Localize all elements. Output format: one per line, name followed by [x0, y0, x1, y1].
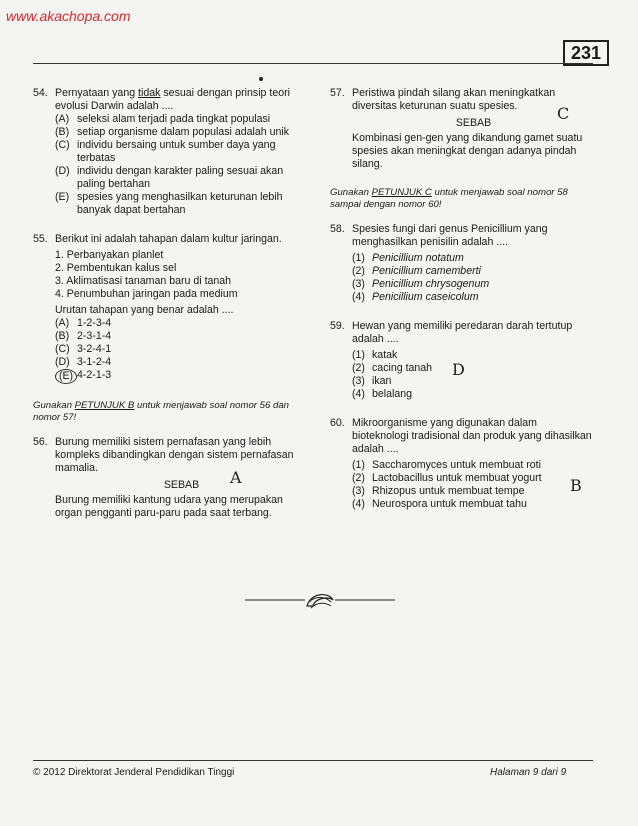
- option-text: 4-2-1-3: [77, 369, 112, 381]
- question-text: Peristiwa pindah silang akan meningkatkan diversitas keturunan suatu spesies.: [352, 87, 556, 112]
- question-text: Hewan yang memiliki peredaran darah tertutup adalah ....: [352, 320, 573, 345]
- question-number: 55.: [33, 233, 48, 245]
- option-label: (2): [352, 362, 365, 374]
- option-text: Penicillium caseicolum: [372, 291, 479, 303]
- step-list: [55, 249, 308, 301]
- instruction-link: PETUNJUK B: [74, 400, 135, 411]
- option-text: Penicillium chrysogenum: [372, 278, 490, 290]
- top-divider: [33, 63, 593, 64]
- option-label: (A): [55, 317, 70, 329]
- option-2[interactable]: [352, 360, 595, 379]
- option-label-circled: (E): [55, 369, 77, 384]
- question-number: 58.: [330, 223, 345, 235]
- option-text: Rhizopus untuk membuat tempe: [372, 485, 525, 497]
- handwritten-answer: B: [570, 476, 582, 495]
- right-column: [330, 87, 595, 511]
- sebab-label: SEBAB: [163, 479, 200, 491]
- option-b[interactable]: [55, 126, 308, 139]
- option-4[interactable]: [352, 291, 595, 304]
- option-a[interactable]: [55, 113, 308, 126]
- step-item: 3. Aklimatisasi tanaman baru di tanah: [55, 275, 232, 287]
- instruction-pre: Gunakan: [33, 400, 75, 411]
- option-list: [352, 252, 595, 304]
- option-label: (4): [352, 388, 365, 400]
- question-number: 57.: [330, 87, 345, 99]
- option-3[interactable]: [352, 375, 595, 388]
- option-text: Lactobacillus untuk membuat yogurt: [372, 472, 542, 484]
- option-label: (D): [55, 165, 70, 177]
- option-list: [55, 317, 308, 384]
- option-text: Penicillium camemberti: [372, 265, 481, 277]
- option-label: (B): [55, 330, 70, 342]
- option-text: Neurospora untuk membuat tahu: [372, 498, 527, 510]
- instruction-petunjuk-c: [330, 187, 595, 211]
- footer-page-count: Halaman 9 dari 9: [490, 767, 567, 778]
- question-text-pre: Pernyataan yang: [55, 87, 139, 99]
- instruction-post: untuk menjawab soal nomor 56 dan nomor 57!: [33, 400, 289, 423]
- option-label: (3): [352, 485, 365, 497]
- instruction-link: PETUNJUK C: [371, 187, 432, 198]
- question-58: [330, 223, 595, 304]
- handwritten-answer: D: [452, 360, 465, 379]
- question-55: [33, 233, 308, 384]
- question-57: [330, 87, 595, 171]
- reason-text: Kombinasi gen-gen yang dikandung gamet suatu spesies akan meningkat dengan adanya pindah silang.: [352, 132, 583, 170]
- option-label: (3): [352, 375, 365, 387]
- option-label: (C): [55, 343, 70, 355]
- option-label: (4): [352, 291, 365, 303]
- option-label: (E): [55, 191, 70, 203]
- question-text: Burung memiliki sistem pernafasan yang lebih kompleks dibandingkan dengan sistem pernafasan mamalia.: [55, 436, 294, 474]
- option-list: [352, 459, 595, 511]
- option-text: 2-3-1-4: [77, 330, 112, 342]
- option-text: cacing tanah: [372, 362, 433, 374]
- option-label: (2): [352, 265, 365, 277]
- question-54: [33, 87, 308, 217]
- question-56: [33, 436, 308, 520]
- question-text: [55, 87, 308, 113]
- question-number: 56.: [33, 436, 48, 448]
- question-text-post: sesuai dengan prinsip teori evolusi Darwin adalah ....: [55, 87, 290, 112]
- option-list: [55, 113, 308, 217]
- option-2[interactable]: [352, 265, 595, 278]
- page-number-box: 231: [563, 40, 609, 66]
- option-1[interactable]: [352, 349, 595, 362]
- option-text: setiap organisme dalam populasi adalah unik: [77, 126, 290, 138]
- option-d[interactable]: [55, 165, 308, 191]
- option-text: Penicillium notatum: [372, 252, 464, 264]
- option-3[interactable]: [352, 278, 595, 291]
- dot-mark: [259, 77, 263, 81]
- instruction-petunjuk-b: [33, 400, 308, 424]
- option-label: (2): [352, 472, 365, 484]
- option-a[interactable]: [55, 317, 308, 330]
- option-3[interactable]: [352, 485, 595, 498]
- footer-divider: [33, 760, 593, 761]
- option-label: (C): [55, 139, 70, 151]
- option-list: [352, 349, 595, 401]
- option-e[interactable]: [55, 191, 308, 217]
- question-number: 54.: [33, 87, 48, 99]
- option-text: katak: [372, 349, 398, 361]
- option-text: 3-2-4-1: [77, 343, 112, 355]
- sebab-label: SEBAB: [455, 117, 492, 129]
- option-text: ikan: [372, 375, 392, 387]
- option-text: individu bersaing untuk sumber daya yang terbatas: [77, 139, 276, 164]
- option-4[interactable]: [352, 388, 595, 401]
- option-label: (B): [55, 126, 70, 138]
- option-label: (A): [55, 113, 70, 125]
- handwritten-answer: C: [557, 104, 570, 123]
- watermark-url[interactable]: www.akachopa.com: [6, 8, 131, 24]
- ornament-icon: [245, 588, 395, 612]
- question-59: [330, 320, 595, 401]
- question-number: 59.: [330, 320, 345, 332]
- option-d[interactable]: [55, 356, 308, 369]
- step-item: 2. Pembentukan kalus sel: [55, 262, 177, 274]
- question-text: Spesies fungi dari genus Penicillium yang menghasilkan penisilin adalah ....: [352, 223, 548, 248]
- step-item: 1. Perbanyakan planlet: [55, 249, 164, 261]
- option-4[interactable]: [352, 498, 595, 511]
- option-text: seleksi alam terjadi pada tingkat populasi: [77, 113, 271, 125]
- question-text: Mikroorganisme yang digunakan dalam bioteknologi tradisional dan produk yang dihasilkan adalah ....: [352, 417, 592, 455]
- option-text: individu dengan karakter paling sesuai akan paling bertahan: [77, 165, 284, 190]
- question-text: Berikut ini adalah tahapan dalam kultur jaringan.: [55, 233, 282, 245]
- option-text: 3-1-2-4: [77, 356, 112, 368]
- option-label: (1): [352, 252, 365, 264]
- option-label: (3): [352, 278, 365, 290]
- handwritten-answer: A: [230, 468, 242, 487]
- step-item: 4. Penumbuhan jaringan pada medium: [55, 288, 238, 300]
- option-b[interactable]: [55, 330, 308, 343]
- instruction-pre: Gunakan: [330, 187, 372, 198]
- option-label: (4): [352, 498, 365, 510]
- option-c[interactable]: [55, 343, 308, 356]
- reason-text: Burung memiliki kantung udara yang merupakan organ pengganti paru-paru pada saat terbang.: [55, 494, 283, 519]
- option-text: belalang: [372, 388, 413, 400]
- left-column: [33, 87, 308, 520]
- option-1[interactable]: [352, 459, 595, 472]
- option-2[interactable]: [352, 472, 595, 485]
- question-number: 60.: [330, 417, 345, 429]
- option-label: (1): [352, 459, 365, 471]
- option-text: spesies yang menghasilkan keturunan lebih banyak dapat bertahan: [77, 191, 283, 216]
- option-c[interactable]: [55, 139, 308, 165]
- question-prompt: Urutan tahapan yang benar adalah ....: [55, 304, 234, 316]
- question-60: [330, 417, 595, 511]
- footer-copyright: © 2012 Direktorat Jenderal Pendidikan Tinggi: [33, 767, 235, 778]
- question-text-underlined: tidak: [138, 87, 161, 99]
- option-e[interactable]: [55, 369, 308, 384]
- option-1[interactable]: [352, 252, 595, 265]
- option-text: 1-2-3-4: [77, 317, 112, 329]
- instruction-post: untuk menjawab soal nomor 58 sampai dengan nomor 60!: [330, 187, 568, 210]
- option-text: Saccharomyces untuk membuat roti: [372, 459, 541, 471]
- option-label: (1): [352, 349, 365, 361]
- option-label: (D): [55, 356, 70, 368]
